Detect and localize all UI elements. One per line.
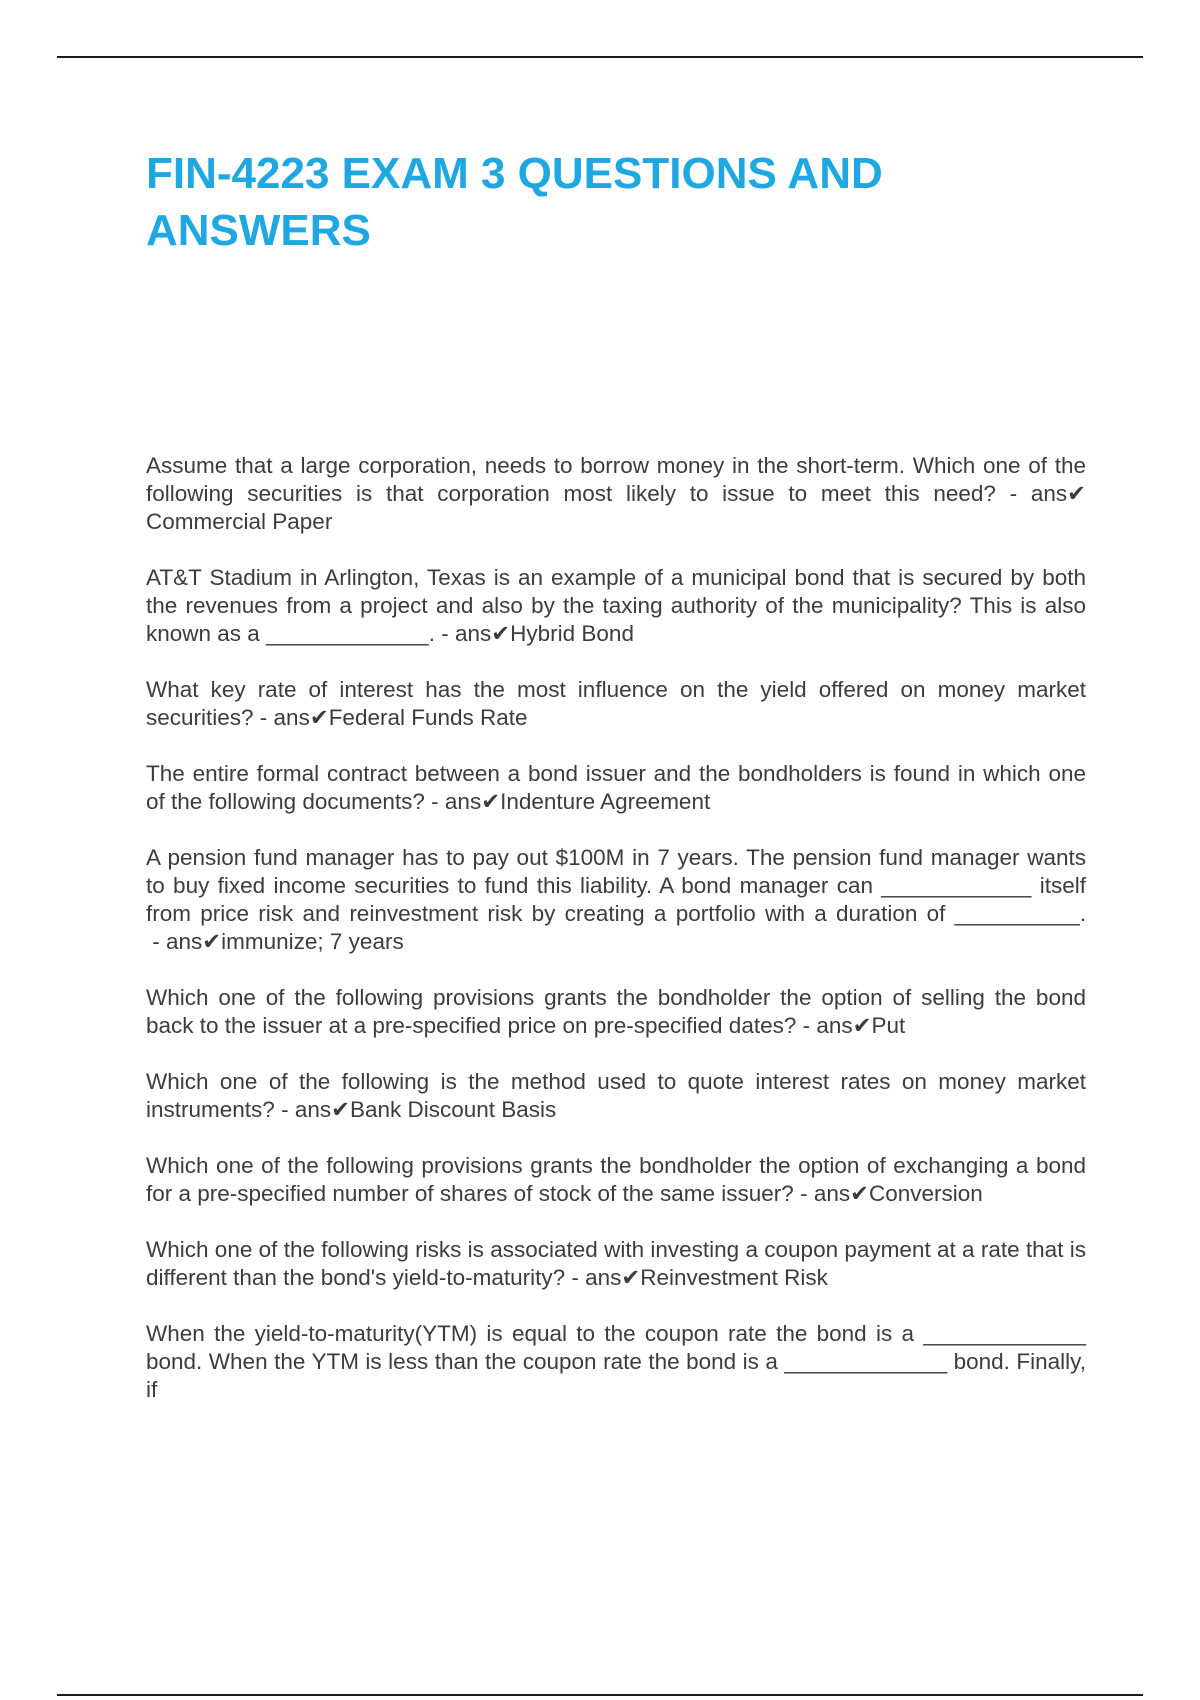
answer-text: Bank Discount Basis (349, 1097, 557, 1122)
answer-prefix: ans (1030, 481, 1068, 506)
answer-prefix: ans (816, 1013, 853, 1038)
qa-item: Which one of the following provisions grants the bondholder the option of exchanging a bond for a pre-specified number of shares of stock of the same issuer? - ans✔Conversion (146, 1153, 1086, 1206)
answer-text: Federal Funds Rate (328, 705, 528, 730)
answer-prefix: ans (455, 621, 492, 646)
question-text: Which one of the following risks is associated with investing a coupon payment at a rate that is different than the bond's yield-to-maturity? (146, 1237, 1086, 1290)
question-text: Which one of the following provisions grants the bondholder the option of selling the bond back to the issuer at a pre-specified price on pre-specified dates? (146, 985, 1086, 1038)
qa-list (146, 452, 1086, 1432)
question-text: When the yield-to-maturity(YTM) is equal to the coupon rate the bond is a _____________ bond. When the YTM is less than the coupon rate the bond is a _____________ bond. Finally, if (146, 1321, 1086, 1402)
qa-item: Assume that a large corporation, needs to borrow money in the short-term. Which one of the following securities is that corporation most likely to issue to meet this need? - ans✔Commercial Paper (146, 453, 1086, 534)
answer-text: Conversion (868, 1181, 983, 1206)
checkmark-icon: ✔ (331, 1097, 350, 1122)
checkmark-icon: ✔ (621, 1265, 641, 1290)
checkmark-icon: ✔ (491, 621, 511, 646)
answer-text: immunize; 7 years (221, 929, 404, 954)
checkmark-icon: ✔ (309, 705, 329, 730)
qa-item-partial (146, 1320, 1086, 1404)
qa-item: Which one of the following is the method used to quote interest rates on money market instruments? - ans✔Bank Discount Basis (146, 1069, 1086, 1122)
question-text: Which one of the following provisions grants the bondholder the option of exchanging a bond for a pre-specified number of shares of stock of the same issuer? (146, 1153, 1086, 1206)
checkmark-icon: ✔ (202, 929, 222, 954)
answer-text: Reinvestment Risk (640, 1265, 828, 1290)
checkmark-icon: ✔ (481, 789, 501, 814)
question-text: A pension fund manager has to pay out $100M in 7 years. The pension fund manager wants to buy fixed income securities to fund this liability. A bond manager can ____________ itself from price risk and reinvestment risk by creating a portfolio with a duration of __________. (146, 845, 1086, 926)
qa-item: A pension fund manager has to pay out $100M in 7 years. The pension fund manager wants to buy fixed income securities to fund this liability. A bond manager can ____________ itself from price risk and reinvestment risk by creating a portfolio with a duration of __________. - ans✔immunize; 7 years (146, 845, 1086, 954)
qa-item: Which one of the following provisions grants the bondholder the option of selling the bond back to the issuer at a pre-specified price on pre-specified dates? - ans✔Put (146, 985, 1086, 1038)
top-rule (57, 56, 1143, 58)
question-text: AT&T Stadium in Arlington, Texas is an example of a municipal bond that is secured by both the revenues from a project and also by the taxing authority of the municipality? This is also known as a _____________. (146, 565, 1086, 646)
question-text: Assume that a large corporation, needs to borrow money in the short-term. Which one of the following securities is that corporation most likely to issue to meet this need? (146, 453, 1086, 506)
qa-item: Which one of the following risks is associated with investing a coupon payment at a rate that is different than the bond's yield-to-maturity? - ans✔Reinvestment Risk (146, 1237, 1086, 1290)
page-title: FIN-4223 EXAM 3 QUESTIONS AND ANSWERS (146, 149, 883, 255)
bottom-rule (57, 1694, 1143, 1696)
qa-item: AT&T Stadium in Arlington, Texas is an example of a municipal bond that is secured by both the revenues from a project and also by the taxing authority of the municipality? This is also known as a _____________. - ans✔Hybrid Bond (146, 565, 1086, 646)
answer-prefix: ans (444, 789, 482, 814)
question-text: Which one of the following is the method used to quote interest rates on money market instruments? (146, 1069, 1086, 1122)
answer-text: Put (871, 1013, 906, 1038)
answer-prefix: ans (166, 929, 203, 954)
question-text: What key rate of interest has the most influence on the yield offered on money market securities? (146, 677, 1086, 730)
answer-prefix: ans (273, 705, 310, 730)
checkmark-icon: ✔ (850, 1181, 869, 1206)
checkmark-icon: ✔ (1067, 481, 1086, 506)
answer-text: Hybrid Bond (510, 621, 634, 646)
qa-item: What key rate of interest has the most influence on the yield offered on money market securities? - ans✔Federal Funds Rate (146, 677, 1086, 730)
answer-prefix: ans (585, 1265, 622, 1290)
answer-text: Indenture Agreement (500, 789, 711, 814)
question-text: The entire formal contract between a bond issuer and the bondholders is found in which one of the following documents? (146, 761, 1086, 814)
answer-text: Commercial Paper (146, 509, 333, 534)
answer-prefix: ans (813, 1181, 851, 1206)
answer-prefix: ans (294, 1097, 332, 1122)
qa-item: The entire formal contract between a bond issuer and the bondholders is found in which one of the following documents? - ans✔Indenture Agreement (146, 761, 1086, 814)
checkmark-icon: ✔ (852, 1013, 872, 1038)
